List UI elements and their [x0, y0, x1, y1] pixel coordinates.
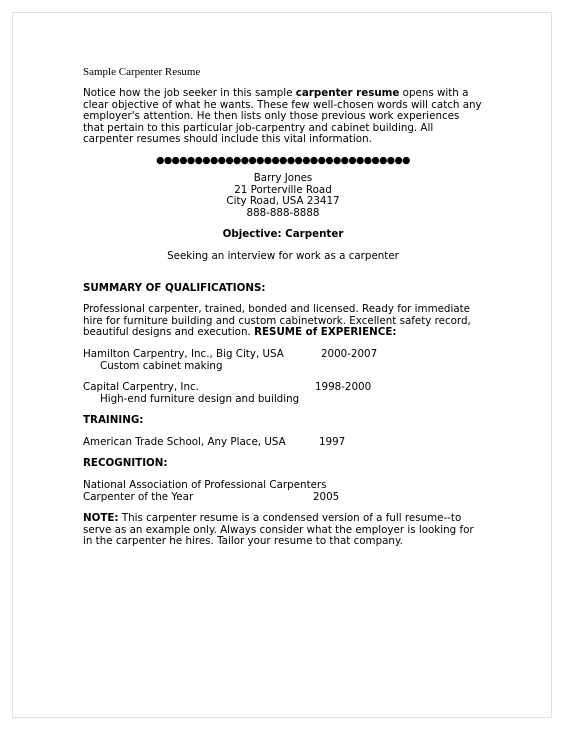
employment-years: 2000-2007: [321, 347, 378, 360]
experience-item: [83, 349, 483, 372]
summary-heading: SUMMARY OF QUALIFICATIONS:: [83, 281, 266, 294]
resume-document: [83, 66, 483, 548]
intro-text-end: opens with a clear objective of what he wants. These few well-chosen words will catch any employer's attention. He then lists only those previous work experiences that pertain to this particular job-carpentry and cabinet building. All carpenter resumes should include this vital information.: [83, 87, 482, 146]
recognition-block: [83, 480, 483, 503]
employer-name: Capital Carpentry, Inc.: [83, 381, 199, 394]
note-text: This carpenter resume is a condensed version of a full resume--to serve as an example only. Always consider what the employer is looking for in the carpenter he hires. Tailor your resume to that company.: [83, 512, 474, 548]
recognition-heading: RECOGNITION:: [83, 457, 168, 470]
intro-text-start: Notice how the job seeker in this sample: [83, 87, 296, 99]
contact-street: 21 Porterville Road: [234, 183, 332, 196]
employer-name: Hamilton Carpentry, Inc., Big City, USA: [83, 347, 284, 360]
job-detail: High-end furniture design and building: [100, 392, 300, 405]
intro-keyword: carpenter resume: [295, 87, 400, 99]
experience-heading: RESUME of EXPERIENCE:: [254, 326, 397, 339]
training-year: 1997: [319, 435, 346, 448]
experience-item: [83, 382, 483, 405]
employment-years: 1998-2000: [315, 381, 372, 394]
page-title: Sample Carpenter Resume: [83, 66, 201, 78]
training-row: [83, 437, 483, 449]
dot-separator: ●●●●●●●●●●●●●●●●●●●●●●●●●●●●●●●●●: [156, 154, 410, 166]
recognition-row: [83, 492, 483, 504]
contact-phone: 888-888-8888: [246, 206, 320, 219]
experience-row: [83, 349, 483, 361]
contact-city: City Road, USA 23417: [226, 195, 340, 208]
recognition-org: National Association of Professional Carpenters: [83, 479, 327, 492]
objective-text: Seeking an interview for work as a carpenter: [167, 249, 399, 262]
intro-paragraph: [83, 88, 483, 146]
recognition-award: Carpenter of the Year: [83, 490, 194, 503]
note-paragraph: [83, 513, 483, 548]
experience-row: [83, 382, 483, 394]
contact-name: Barry Jones: [253, 171, 313, 184]
summary-paragraph: [83, 304, 483, 339]
summary-text: Professional carpenter, trained, bonded and licensed. Ready for immediate hire for furniture building and custom cabinetwork. Excellent safety record, beautiful designs and execution.: [83, 303, 471, 339]
objective-heading: Objective: Carpenter: [222, 228, 344, 241]
recognition-year: 2005: [313, 490, 340, 503]
contact-block: [83, 173, 483, 219]
job-detail: Custom cabinet making: [100, 359, 223, 372]
training-heading: TRAINING:: [83, 414, 144, 427]
training-school: American Trade School, Any Place, USA: [83, 435, 286, 448]
note-label: NOTE:: [83, 512, 119, 525]
